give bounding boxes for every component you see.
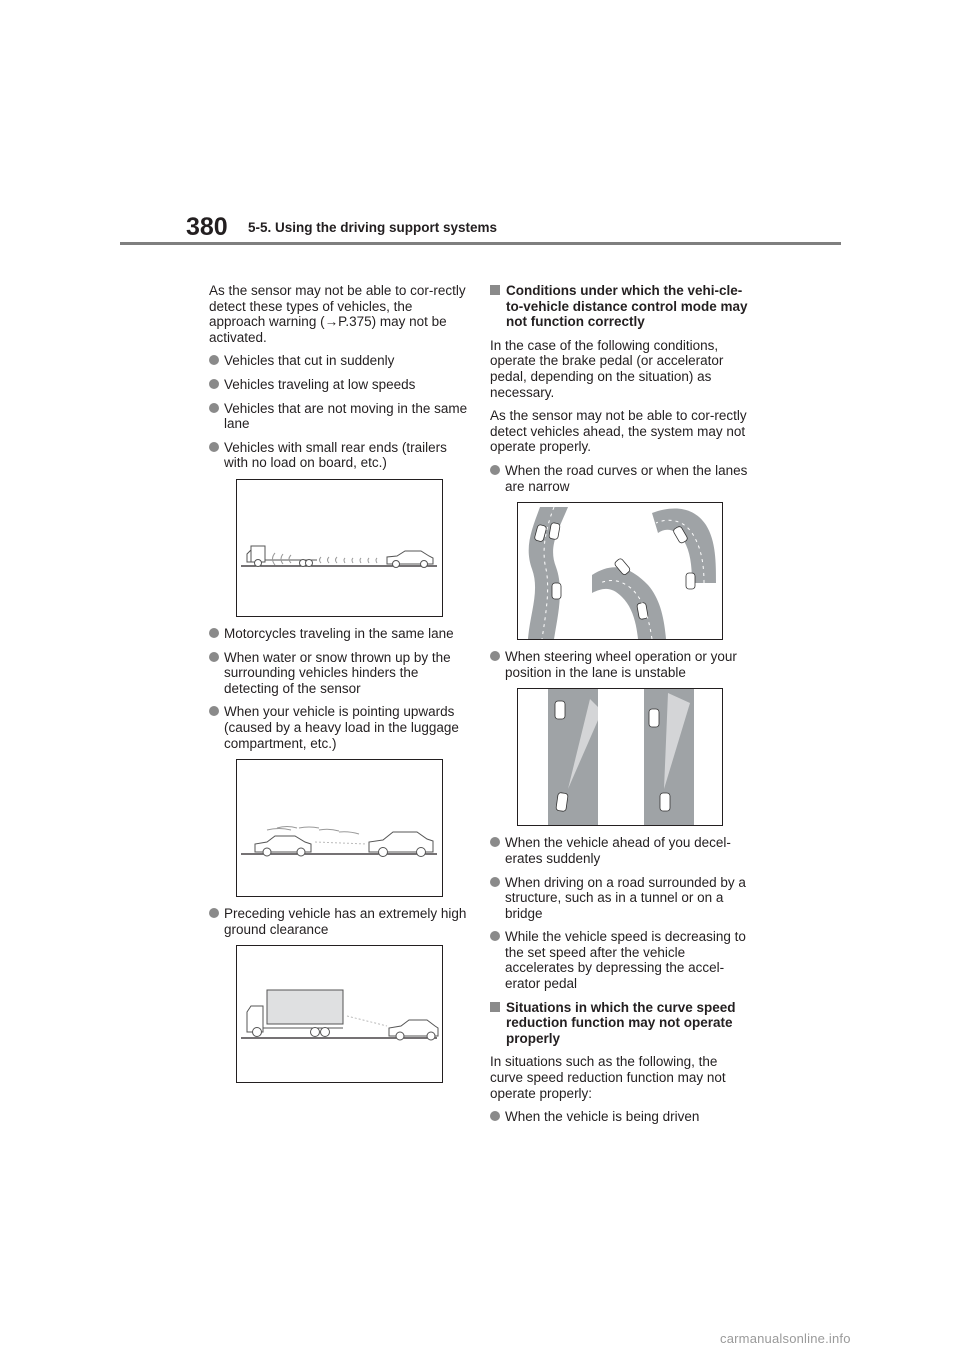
trailer-illustration — [237, 480, 442, 616]
bullet-dot — [490, 931, 500, 941]
pointing-upwards-illustration — [237, 760, 442, 896]
list-item: When driving on a road surrounded by a structure, such as in a tunnel or on a bridge — [490, 875, 752, 922]
list-item: Vehicles traveling at low speeds — [209, 377, 471, 393]
list-item: Vehicles with small rear ends (trailers with no load on board, etc.) — [209, 440, 471, 471]
figure-high-clearance — [236, 945, 443, 1083]
bullet-dot — [209, 442, 219, 452]
bullet-dot — [209, 652, 219, 662]
list-item: Preceding vehicle has an extremely high ground clearance — [209, 906, 471, 937]
list-item: When water or snow thrown up by the surrounding vehicles hinders the detecting of the sensor — [209, 650, 471, 697]
bullet-dot — [209, 908, 219, 918]
paragraph: As the sensor may not be able to cor-rectly detect vehicles ahead, the system may not operate properly. — [490, 408, 747, 455]
paragraph: In the case of the following conditions, operate the brake pedal (or accelerator pedal, depending on the situation) as necessary. — [490, 337, 724, 400]
section-title: 5-5. Using the driving support systems — [248, 220, 498, 235]
list-item: While the vehicle speed is decreasing to the set speed after the vehicle accelerates by depressing the accel-erator pedal — [490, 929, 752, 991]
figure-trailer — [236, 479, 443, 617]
list-item: When the vehicle ahead of you decel-erates suddenly — [490, 835, 752, 866]
heading-square — [490, 285, 500, 295]
watermark: carmanualsonline.info — [720, 1331, 851, 1346]
figure-unstable-position — [517, 688, 723, 826]
figure-pointing-upwards — [236, 759, 443, 897]
right-column — [490, 283, 752, 1133]
intro-paragraph: As the sensor may not be able to cor-rectly detect these types of vehicles, the approach warning (→P.375) may not be activated. — [209, 283, 466, 345]
list-item: Vehicles that are not moving in the same lane — [209, 401, 471, 432]
list-item: When your vehicle is pointing upwards (caused by a heavy load in the luggage compartment, etc.) — [209, 704, 471, 751]
unstable-position-illustration — [518, 689, 722, 825]
bullet-dot — [209, 403, 219, 413]
list-item: When the vehicle is being driven — [490, 1109, 752, 1125]
section-heading: Conditions under which the vehi-cle-to-vehicle distance control mode may not function correctly — [490, 283, 752, 330]
list-item: Vehicles that cut in suddenly — [209, 353, 471, 369]
page-number: 380 — [186, 213, 228, 241]
bullet-dot — [209, 628, 219, 638]
bullet-dot — [209, 706, 219, 716]
bullet-dot — [490, 465, 500, 475]
left-column — [209, 283, 471, 1092]
bullet-dot — [209, 355, 219, 365]
high-clearance-illustration — [237, 946, 442, 1082]
bullet-dot — [209, 379, 219, 389]
bullet-dot — [490, 837, 500, 847]
header-rule — [120, 242, 841, 245]
list-item: When steering wheel operation or your position in the lane is unstable — [490, 649, 752, 680]
bullet-dot — [490, 651, 500, 661]
bullet-dot — [490, 1111, 500, 1121]
figure-curved-road — [517, 502, 723, 640]
list-item: When the road curves or when the lanes are narrow — [490, 463, 752, 494]
bullet-dot — [490, 877, 500, 887]
section-heading: Situations in which the curve speed reduction function may not operate properly — [490, 1000, 752, 1047]
curved-road-illustration — [518, 503, 722, 639]
heading-square — [490, 1002, 500, 1012]
list-item: Motorcycles traveling in the same lane — [209, 626, 471, 642]
paragraph: In situations such as the following, the curve speed reduction function may not operate properly: — [490, 1054, 726, 1101]
